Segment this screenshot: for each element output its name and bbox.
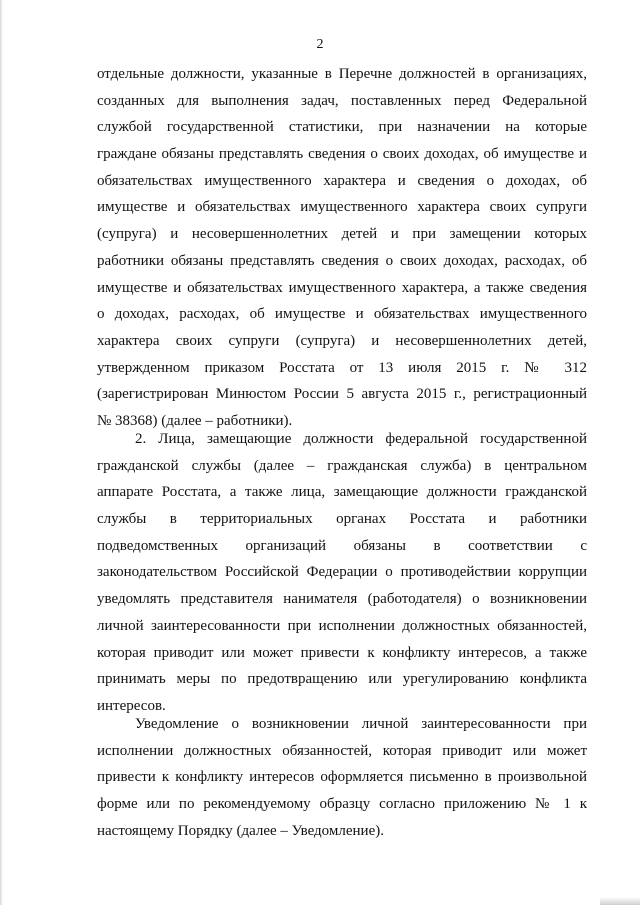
text-line: (зарегистрирован Минюстом России 5 августа 2015 г., регистрационный bbox=[97, 386, 587, 403]
text-line: которая приводит или может привести к конфликту интересов, а также bbox=[97, 644, 587, 661]
text-line: работники обязаны представлять сведения о своих доходах, расходах, об bbox=[97, 252, 587, 269]
text-line: имуществе и обязательствах имущественного характера, а также сведения bbox=[97, 279, 587, 296]
text-line: настоящему Порядку (далее – Уведомление). bbox=[97, 822, 384, 839]
text-line: уведомлять представителя нанимателя (работодателя) о возникновении bbox=[97, 591, 587, 608]
text-line: гражданской службы (далее – гражданская служба) в центральном bbox=[97, 457, 587, 474]
text-line: привести к конфликту интересов оформляется письменно в произвольной bbox=[97, 769, 587, 786]
text-line: Уведомление о возникновении личной заинтересованности при bbox=[135, 716, 587, 732]
text-line: созданных для выполнения задач, поставленных перед Федеральной bbox=[97, 92, 587, 109]
scan-edge-shadow bbox=[0, 0, 3, 905]
text-line: интересов. bbox=[97, 697, 166, 714]
text-line: обязательствах имущественного характера и сведения о доходах, об bbox=[97, 172, 587, 189]
text-line: аппарате Росстата, а также лица, замещающие должности гражданской bbox=[97, 484, 587, 501]
text-line: законодательством Российской Федерации о противодействии коррупции bbox=[97, 564, 587, 581]
paragraph-continuation bbox=[97, 61, 587, 435]
paragraph-item-2 bbox=[97, 426, 587, 720]
text-line: службой государственной статистики, при назначении на которые bbox=[97, 119, 587, 136]
text-line: имуществе и обязательствах имущественного характера своих супруги bbox=[97, 199, 587, 216]
text-line: подведомственных организаций обязаны в соответствии с bbox=[97, 537, 587, 554]
paragraph-notification bbox=[97, 711, 587, 844]
page-number: 2 bbox=[316, 37, 324, 52]
text-line: о доходах, расходах, об имуществе и обязательствах имущественного bbox=[97, 306, 587, 323]
text-line: № 38368) (далее – работники). bbox=[97, 412, 293, 429]
text-line: 2. Лица, замещающие должности федеральной государственной bbox=[135, 431, 587, 447]
text-line: характера своих супруги (супруга) и несовершеннолетних детей, bbox=[97, 332, 587, 349]
text-line: службы в территориальных органах Росстата и работники bbox=[97, 511, 587, 528]
text-line: принимать меры по предотвращению или урегулированию конфликта bbox=[97, 671, 587, 688]
scan-corner-shadow bbox=[600, 897, 640, 905]
text-line: личной заинтересованности при исполнении должностных обязанностей, bbox=[97, 617, 587, 634]
text-line: утвержденном приказом Росстата от 13 июля 2015 г. № 312 bbox=[97, 359, 587, 376]
text-line: форме или по рекомендуемому образцу согласно приложению № 1 к bbox=[97, 796, 587, 813]
text-line: граждане обязаны представлять сведения о своих доходах, об имуществе и bbox=[97, 146, 587, 163]
text-line: отдельные должности, указанные в Перечне должностей в организациях, bbox=[97, 66, 587, 82]
text-line: исполнении должностных обязанностей, которая приводит или может bbox=[97, 742, 587, 759]
text-line: (супруга) и несовершеннолетних детей и при замещении которых bbox=[97, 226, 587, 243]
